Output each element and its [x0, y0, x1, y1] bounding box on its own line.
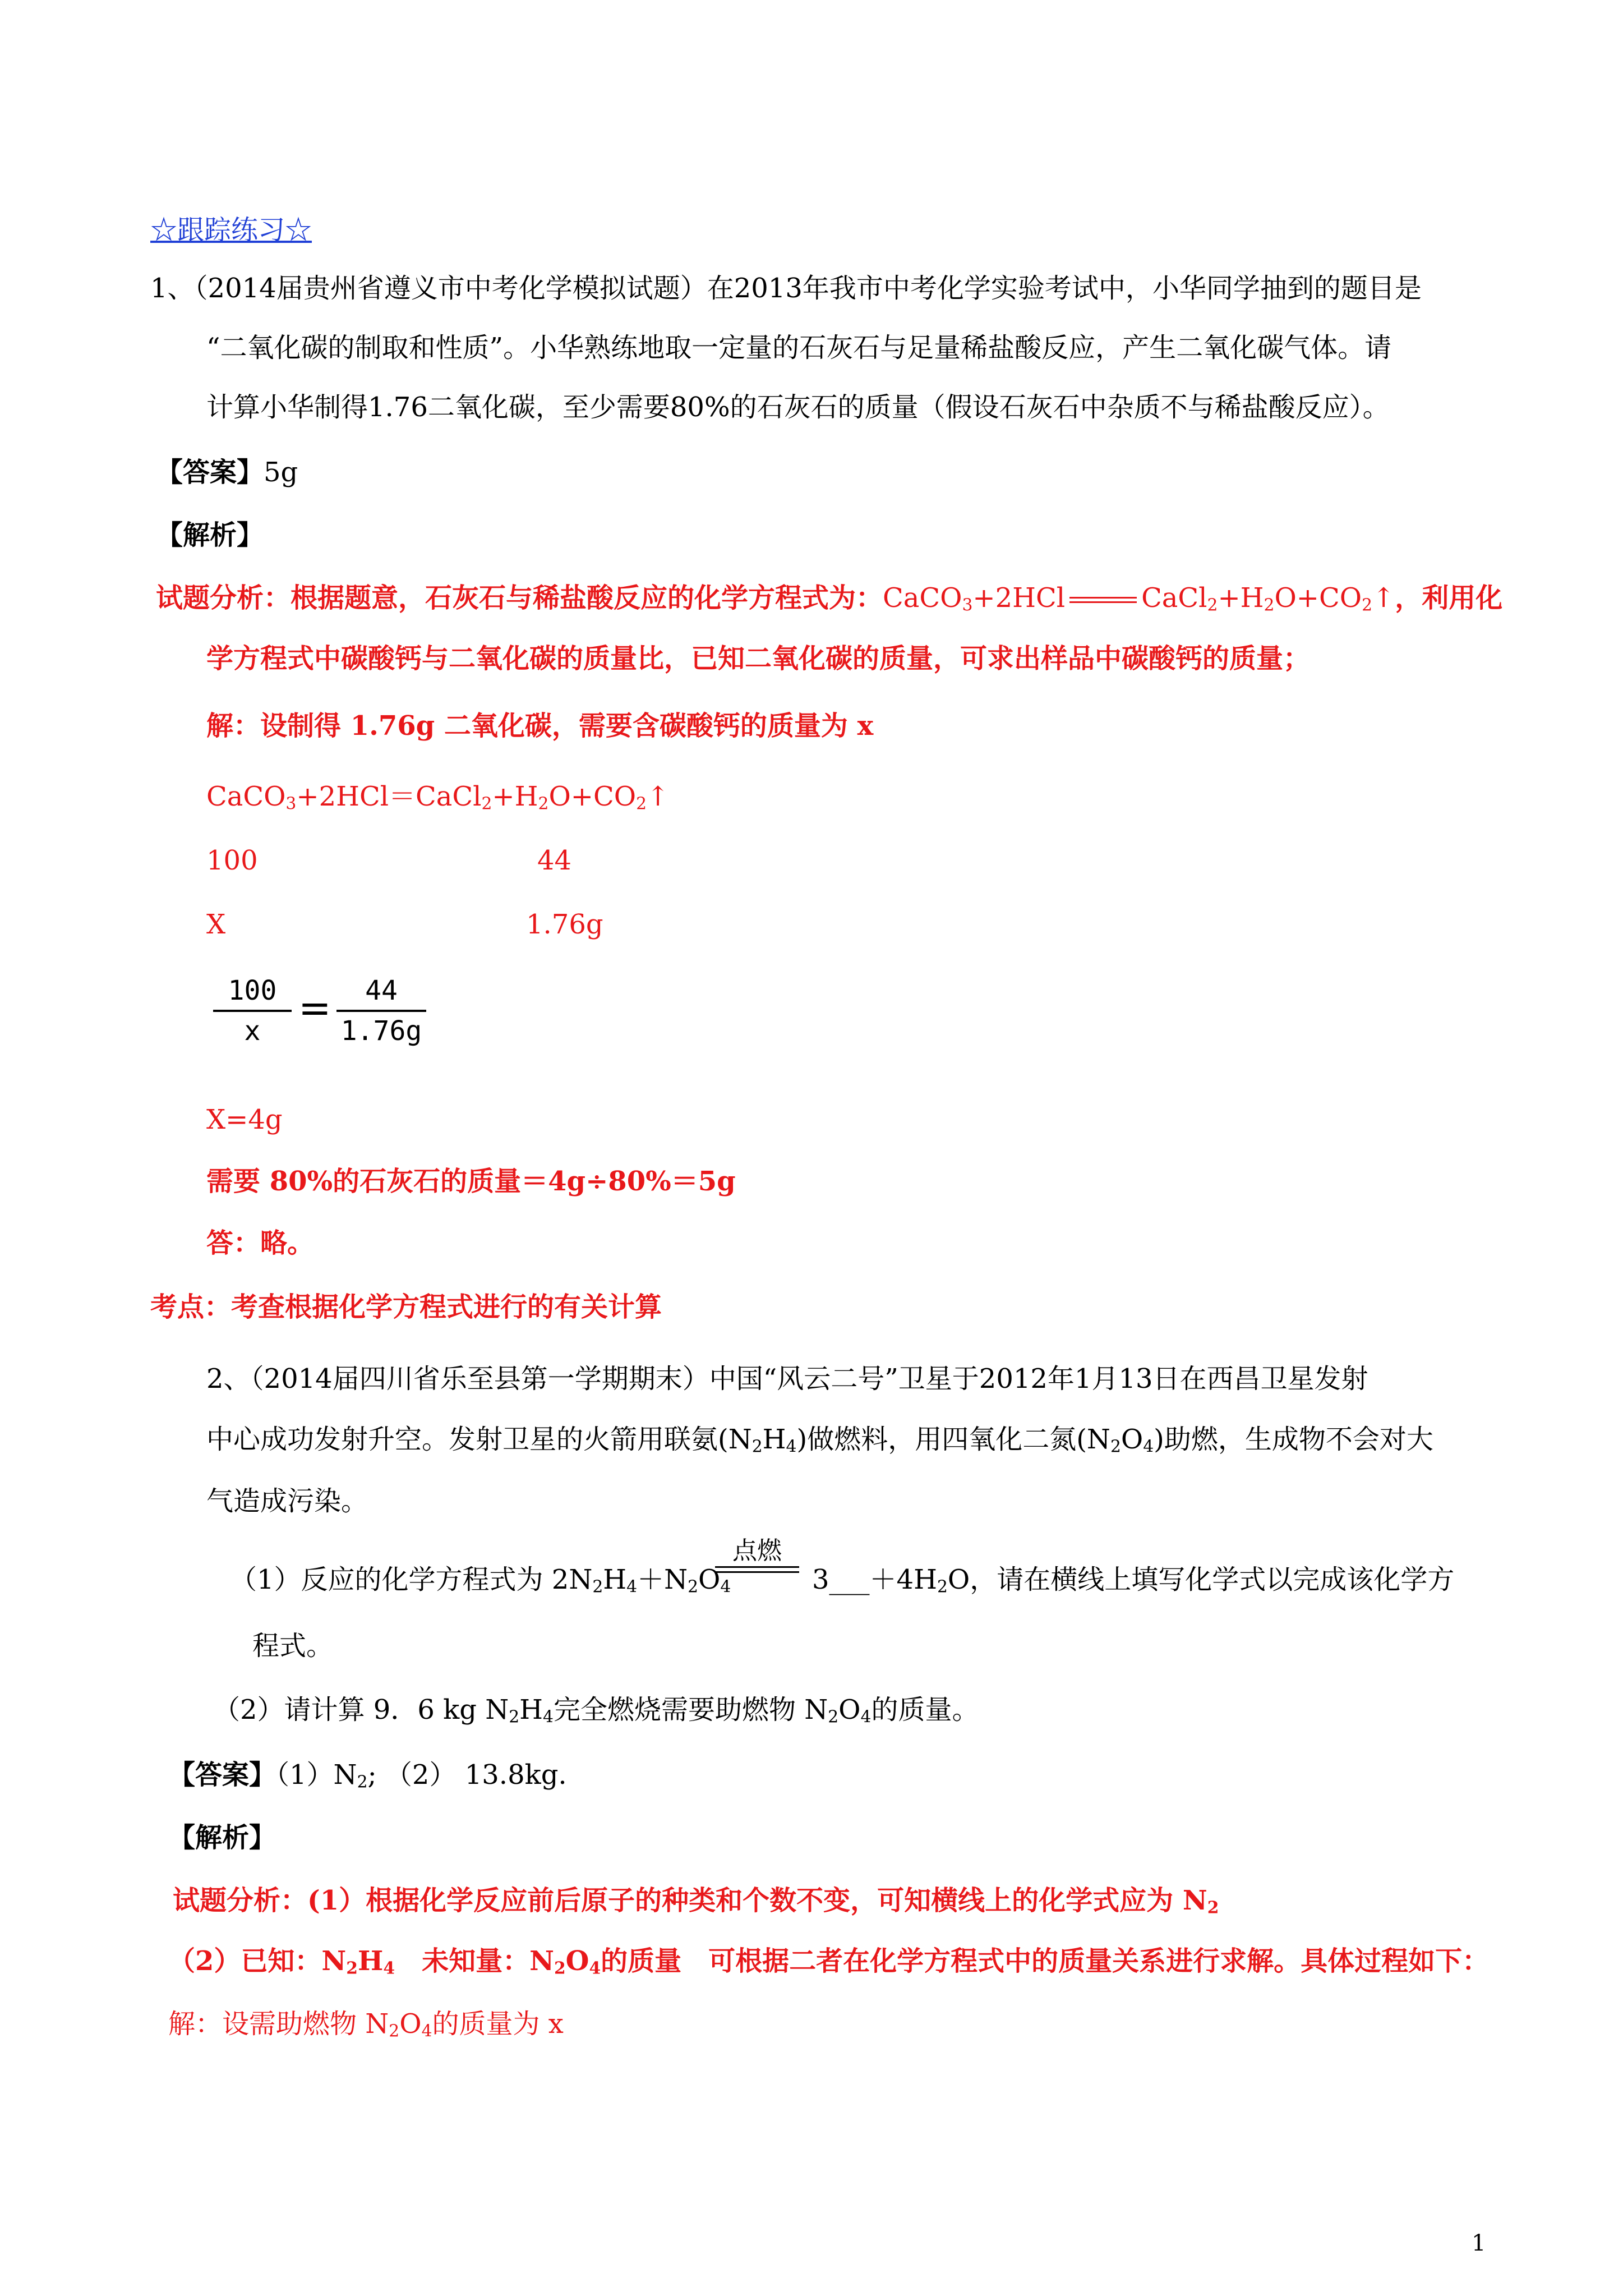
- q1-result-mass: 需要 80%的石灰石的质量＝4g÷80%＝5g: [206, 1166, 736, 1197]
- q1-analysis-label: 【解析】: [156, 519, 264, 551]
- q2-analysis-line2: （2）已知：$N_2H_4$ 未知量：$N_2O_4$的质量 可根据二者在化学方程式中的质量关系进行求解。具体过程如下：: [168, 1945, 1490, 1978]
- q2-p2-suffix: 的质量。: [871, 1694, 979, 1726]
- q2-p1-suffix: ，请在横线上填写化学式以完成该化学方: [970, 1564, 1455, 1595]
- q2-analysis1: 试题分析：(1）根据化学反应前后原子的种类和个数不变，可知横线上的化学式应为 N: [173, 1885, 1207, 1916]
- q2-part1-products: $3\_\_\_+4H_2O$，请在横线上填写化学式以完成该化学方: [812, 1564, 1455, 1597]
- ignite-label: 点燃: [732, 1536, 782, 1565]
- fraction1-denominator: x: [244, 1015, 261, 1047]
- q1-equation-inline: CaCO$_3$+2HCl $CaCl_2+H_2O+CO_2↑$: [883, 582, 1395, 615]
- q2-line2-e: )助燃，生成物不会对大: [1154, 1424, 1433, 1455]
- fraction-100-over-x: [213, 975, 292, 1047]
- fraction2-denominator: 1.76g: [340, 1015, 422, 1047]
- q1-equation: $CaCO_3+2HCl=CaCl_2+H_2O+CO_2↑$: [206, 781, 670, 814]
- q2-answer-text: （1）N: [276, 1759, 357, 1791]
- equals-arrow-icon: [1069, 597, 1137, 603]
- q2-line2-d: O: [1121, 1424, 1144, 1455]
- q1-kaodian: 考点：考查根据化学方程式进行的有关计算: [150, 1291, 662, 1323]
- q2-part2: （2）请计算 9．6 kg $N_2H_4$完全燃烧需要助燃物 $N_2O_4$的质量。: [213, 1694, 979, 1727]
- q2-answer: 【答案】$(1)N_2$; （2） 13.8kg.: [168, 1759, 567, 1792]
- q1-analysis-line2: 学方程式中碳酸钙与二氧化碳的质量比，已知二氧化碳的质量，可求出样品中碳酸钙的质量；: [206, 643, 1311, 674]
- q2-p2-mid: 完全燃烧需要助燃物 N: [553, 1694, 828, 1726]
- q1-analysis-line1: [156, 580, 1502, 616]
- fraction-44-over-176: [336, 975, 426, 1047]
- q2-text-line1: 2、（2014届四川省乐至县第一学期期末）中国“风云二号”卫星于2012年1月13日在西昌卫星发射: [206, 1363, 1368, 1395]
- q2-part1-line1: （1）反应的化学方程式为 $2N_2H_4+N_2O_4$: [230, 1564, 731, 1597]
- q1-solve-line: 解：设制得 1.76g 二氧化碳，需要含碳酸钙的质量为 x: [206, 710, 874, 742]
- equals-sign: =: [298, 985, 331, 1031]
- ignite-condition: [712, 1537, 802, 1573]
- fraction1-numerator: 100: [228, 975, 277, 1006]
- q1-text-line2: “二氧化碳的制取和性质”。小华熟练地取一定量的石灰石与足量稀盐酸反应，产生二氧化碳气体。请: [206, 332, 1392, 364]
- q2-analysis-line1: 试题分析：(1）根据化学反应前后原子的种类和个数不变，可知横线上的化学式应为 $N_2$: [173, 1885, 1219, 1918]
- double-line-icon: [715, 1566, 799, 1573]
- q1-ratio-44: 44: [537, 845, 572, 876]
- q2-part1-line2: 程式。: [252, 1630, 334, 1662]
- q1-result-x: X=4g: [206, 1104, 283, 1135]
- q2-analysis2-b: 未知量：N: [422, 1945, 554, 1977]
- q2-analysis2-a: （2）已知：N: [168, 1945, 347, 1977]
- q1-answer-label: 【答案】: [156, 457, 264, 488]
- q1-analysis-suffix: ，利用化: [1395, 582, 1503, 614]
- fraction1-bar: [213, 1010, 292, 1012]
- q1-ratio-x: X: [206, 909, 226, 940]
- q1-ratio-100: 100: [206, 845, 258, 876]
- section-title[interactable]: ☆跟踪练习☆: [150, 214, 312, 246]
- q1-ratio-176: 1.76g: [526, 909, 603, 940]
- q2-analysis-label: 【解析】: [168, 1822, 276, 1853]
- q2-line2-c: )做燃料，用四氧化二氮(N: [796, 1424, 1110, 1455]
- page-number: 1: [1472, 2230, 1486, 2256]
- q2-p1-prefix: （1）反应的化学方程式为 2N: [230, 1564, 593, 1595]
- q2-solve-suffix: 的质量为 x: [432, 2008, 564, 2040]
- q2-solve-prefix: 解：设需助燃物 N: [168, 2008, 389, 2040]
- q1-analysis-prefix: 试题分析：根据题意，石灰石与稀盐酸反应的化学方程式为：: [156, 582, 883, 614]
- q1-answer: [156, 454, 298, 490]
- q2-answer-label: 【答案】: [168, 1759, 276, 1791]
- fraction2-numerator: 44: [365, 975, 398, 1006]
- q2-line2-b: H: [762, 1424, 786, 1455]
- q2-answer-text2: ; （2） 13.8kg.: [367, 1759, 567, 1791]
- q2-text-line2: 中心成功发射升空。发射卫星的火箭用联氨$(N_2H_4)$做燃料，用四氧化二氮$(N_2O_4)$助燃，生成物不会对大: [206, 1424, 1433, 1457]
- q2-line2-a: 中心成功发射升空。发射卫星的火箭用联氨(N: [206, 1424, 752, 1455]
- q1-reply: 答：略。: [206, 1227, 315, 1259]
- q2-analysis2-c: 的质量 可根据二者在化学方程式中的质量关系进行求解。具体过程如下：: [601, 1945, 1490, 1977]
- q2-text-line3: 气造成污染。: [206, 1485, 368, 1517]
- q1-text-line1: 1、（2014届贵州省遵义市中考化学模拟试题）在2013年我市中考化学实验考试中，小华同学抽到的题目是: [150, 273, 1422, 304]
- fraction2-bar: [336, 1010, 426, 1012]
- q2-p2-prefix: （2）请计算 9．6 kg N: [213, 1694, 509, 1726]
- q1-answer-value: 5g: [264, 457, 298, 488]
- q1-text-line3: 计算小华制得1.76二氧化碳，至少需要80%的石灰石的质量（假设石灰石中杂质不与稀盐酸反应）。: [206, 392, 1390, 423]
- q2-solve: 解：设需助燃物 $N_2O_4$的质量为 x: [168, 2008, 564, 2041]
